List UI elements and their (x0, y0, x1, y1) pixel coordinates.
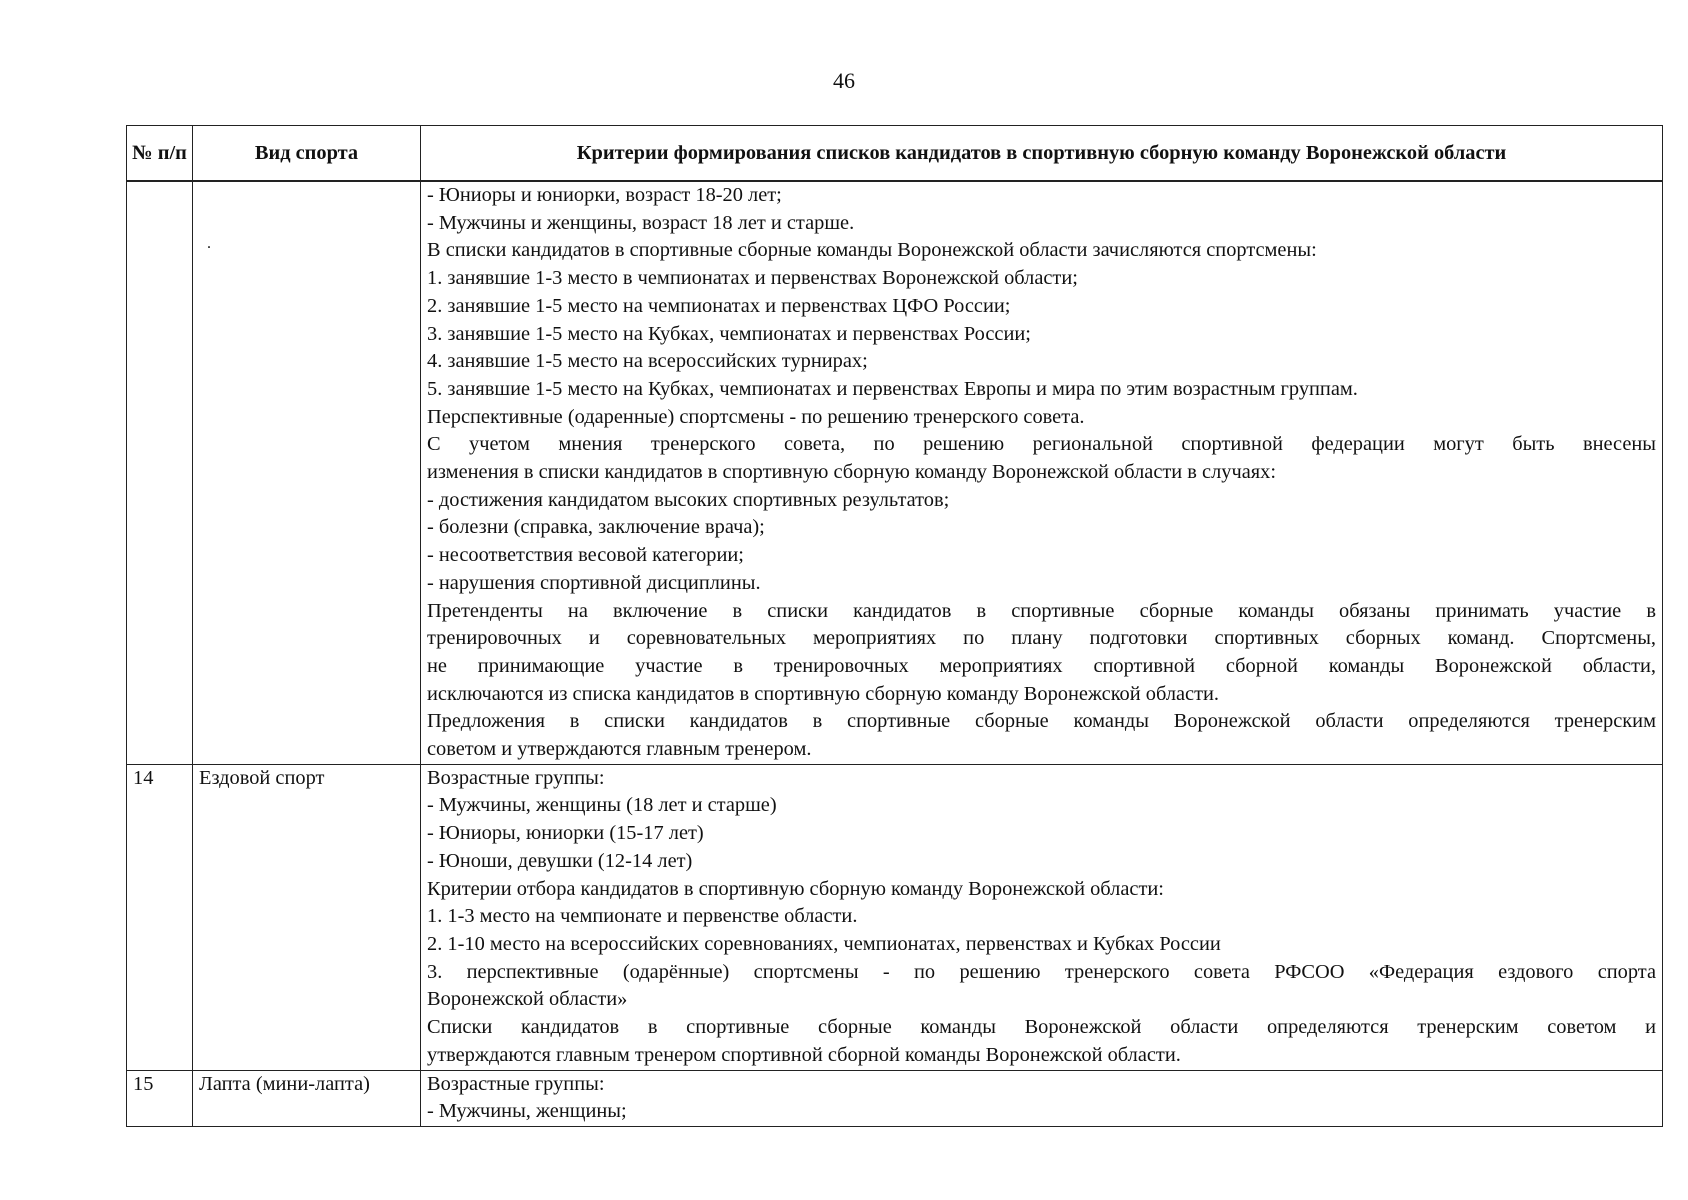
criteria-line: Предложения в списки кандидатов в спортивные сборные команды Воронежской области определяются тренерским (427, 710, 1656, 733)
criteria-line: - Мужчины и женщины, возраст 18 лет и старше. (427, 211, 855, 234)
criteria-line: 2. занявшие 1-5 место на чемпионатах и первенствах ЦФО России; (427, 294, 1011, 317)
criteria-line: Критерии отбора кандидатов в спортивную сборную команду Воронежской области: (427, 877, 1164, 900)
criteria-line: 1. занявшие 1-3 место в чемпионатах и первенствах Воронежской области; (427, 267, 1078, 290)
row-criteria (421, 1070, 1663, 1126)
criteria-line: - Юниоры и юниорки, возраст 18-20 лет; (427, 184, 782, 206)
table-row (127, 1070, 1663, 1126)
criteria-line: Перспективные (одаренные) спортсмены - по решению тренерского совета. (427, 405, 1085, 428)
criteria-line: 3. занявшие 1-5 место на Кубках, чемпионатах и первенствах России; (427, 322, 1031, 345)
criteria-line: - Мужчины, женщины; (427, 1100, 627, 1123)
criteria-line: Возрастные группы: (427, 766, 605, 789)
row-number: 15 (127, 1070, 193, 1126)
criteria-line: С учетом мнения тренерского совета, по решению региональной спортивной федерации могут быть внесены (427, 433, 1656, 456)
header-number: № п/п (127, 126, 193, 182)
criteria-line: исключаются из списка кандидатов в спортивную сборную команду Воронежской области. (427, 682, 1220, 705)
criteria-line: Воронежской области» (427, 988, 628, 1011)
table-row (127, 764, 1663, 1070)
criteria-line: 4. занявшие 1-5 место на всероссийских турнирах; (427, 350, 868, 373)
table-body (127, 181, 1663, 1126)
row-number (127, 181, 193, 764)
criteria-line: - Юноши, девушки (12-14 лет) (427, 849, 693, 872)
criteria-line: изменения в списки кандидатов в спортивную сборную команду Воронежской области в случаях: (427, 461, 1276, 484)
row-sport: Ездовой спорт (193, 764, 421, 1070)
header-row (127, 126, 1663, 182)
row-criteria (421, 181, 1663, 764)
header-criteria: Критерии формирования списков кандидатов в спортивную сборную команду Воронежской области (421, 126, 1663, 182)
page-number: 46 (833, 68, 855, 93)
criteria-line: 5. занявшие 1-5 место на Кубках, чемпионатах и первенствах Европы и мира по этим возрастным группам. (427, 377, 1358, 400)
row-criteria (421, 764, 1663, 1070)
row-number: 14 (127, 764, 193, 1070)
criteria-line: - Юниоры, юниорки (15-17 лет) (427, 822, 704, 845)
criteria-line: - несоответствия весовой категории; (427, 544, 744, 567)
criteria-line: не принимающие участие в тренировочных мероприятиях спортивной сборной команды Воронежской области, (427, 654, 1656, 677)
criteria-line: - Мужчины, женщины (18 лет и старше) (427, 794, 777, 817)
criteria-line: - нарушения спортивной дисциплины. (427, 571, 761, 594)
criteria-line: тренировочных и соревновательных мероприятиях по плану подготовки спортивных сборных команд. Спортсмены, (427, 627, 1656, 650)
criteria-line: 3. перспективные (одарённые) спортсмены - по решению тренерского совета РФСОО «Федерация ездового спорта (427, 960, 1656, 983)
criteria-line: Претенденты на включение в списки кандидатов в спортивные сборные команды обязаны принимать участие в (427, 599, 1656, 622)
table-header (127, 126, 1663, 182)
criteria-line: советом и утверждаются главным тренером. (427, 738, 812, 761)
table-row (127, 181, 1663, 764)
criteria-table (126, 125, 1663, 1127)
criteria-line: 1. 1-3 место на чемпионате и первенстве области. (427, 905, 858, 928)
criteria-line: Возрастные группы: (427, 1072, 605, 1095)
stray-mark: . (207, 235, 211, 252)
criteria-line: утверждаются главным тренером спортивной сборной команды Воронежской области. (427, 1043, 1181, 1066)
criteria-line: В списки кандидатов в спортивные сборные команды Воронежской области зачисляются спортсмены: (427, 239, 1317, 262)
row-sport: Лапта (мини-лапта) (193, 1070, 421, 1126)
criteria-line: 2. 1-10 место на всероссийских соревнованиях, чемпионатах, первенствах и Кубках России (427, 932, 1221, 955)
criteria-line: Списки кандидатов в спортивные сборные команды Воронежской области определяются тренерским советом и (427, 1016, 1656, 1039)
criteria-line: - болезни (справка, заключение врача); (427, 516, 765, 539)
row-sport (193, 181, 421, 764)
header-sport: Вид спорта (193, 126, 421, 182)
criteria-line: - достижения кандидатом высоких спортивных результатов; (427, 488, 950, 511)
